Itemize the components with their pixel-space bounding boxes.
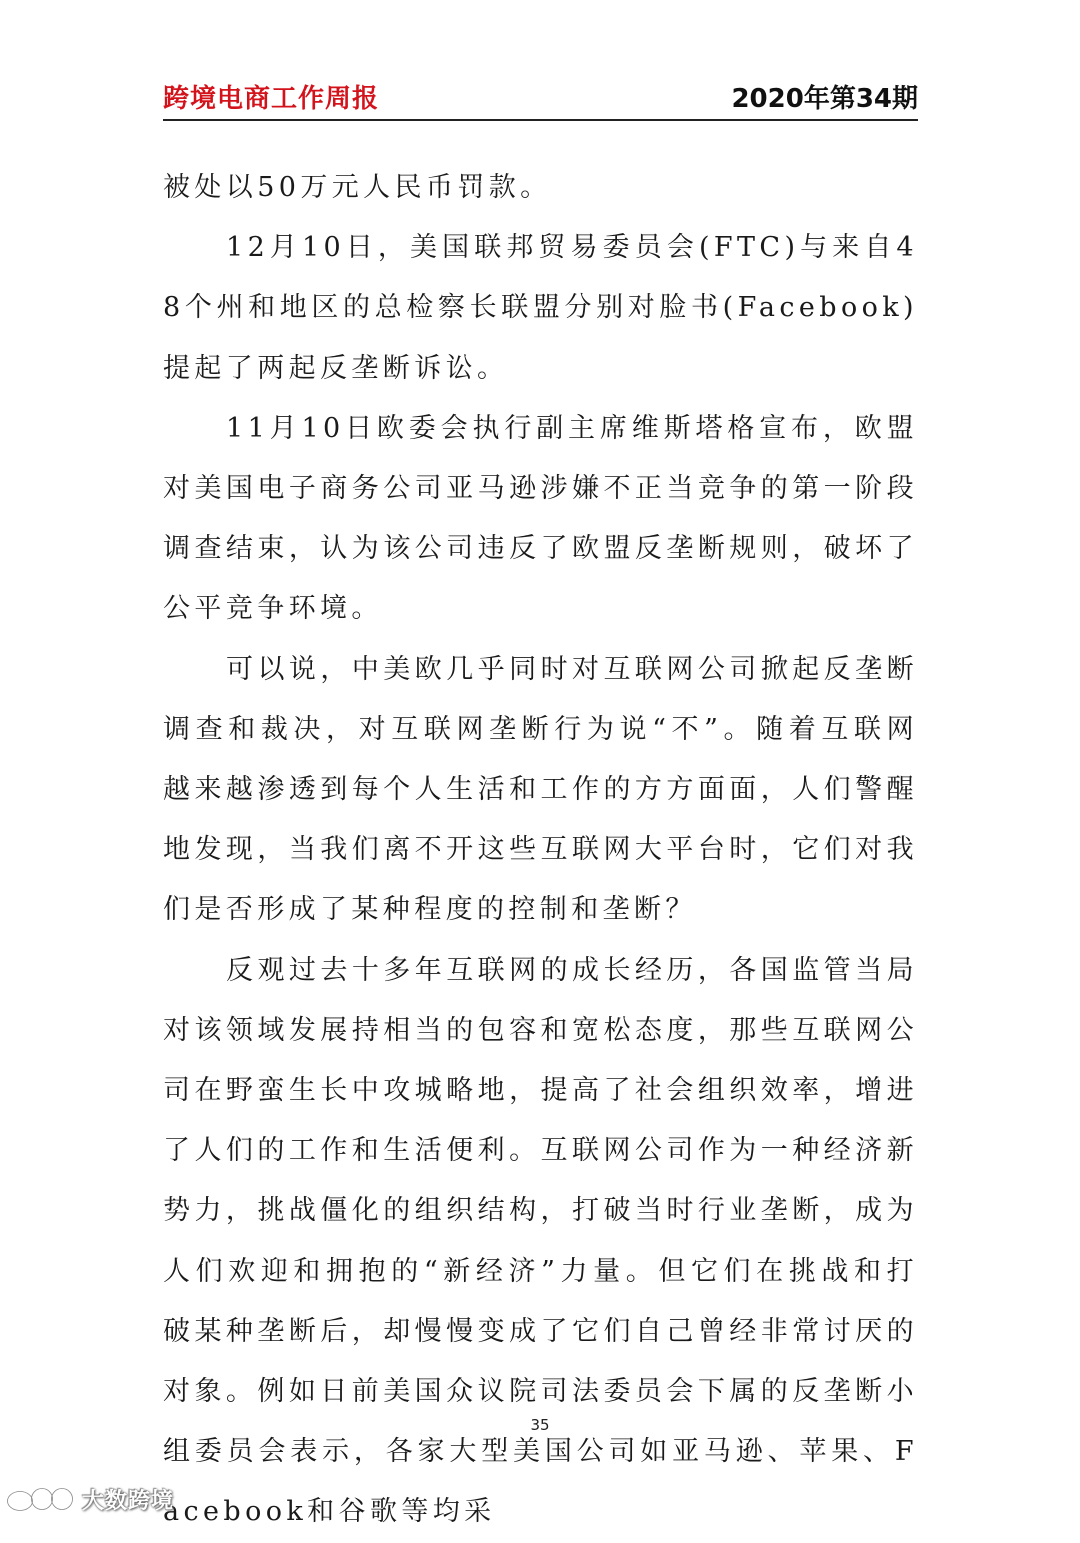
paragraph-continuation: 被处以50万元人民币罚款。 <box>163 172 552 203</box>
watermark-text: 大数跨境 <box>82 1488 175 1514</box>
page-number: 35 <box>530 1416 550 1434</box>
page-header <box>163 74 918 122</box>
paragraph-antitrust-summary: 可以说，中美欧几乎同时对互联网公司掀起反垄断调查和裁决，对互联网垄断行为说“不”。随着互联网越来越渗透到每个人生活和工作的方方面面，人们警醒地发现，当我们离不开这些互联网大平台时，它们对我们是否形成了某种程度的控制和垄断？ <box>163 653 918 926</box>
paragraph-internet-history: 反观过去十多年互联网的成长经历，各国监管当局对该领域发展持相当的包容和宽松态度，那些互联网公司在野蛮生长中攻城略地，提高了社会组织效率，增进了人们的工作和生活便利。互联网公司作为一种经济新势力，挑战僵化的组织结构，打破当时行业垄断，成为人们欢迎和拥抱的“新经济”力量。但它们在挑战和打破某种垄断后，却慢慢变成了它们自己曾经非常讨厌的对象。例如日前美国众议院司法委员会下属的反垄断小组委员会表示，各家大型美国公司如亚马逊、苹果、Facebook和谷歌等均采 <box>163 954 918 1528</box>
paragraph-ftc-lawsuit: 12月10日，美国联邦贸易委员会(FTC)与来自48个州和地区的总检察长联盟分别对脸书(Facebook)提起了两起反垄断诉讼。 <box>163 232 918 384</box>
header-divider <box>163 119 918 121</box>
weibo-logo-icon <box>6 1485 76 1513</box>
paragraph-eu-amazon: 11月10日欧委会执行副主席维斯塔格宣布，欧盟对美国电子商务公司亚马逊涉嫌不正当竞争的第一阶段调查结束，认为该公司违反了欧盟反垄断规则，破坏了公平竞争环境。 <box>163 412 918 625</box>
publication-title: 跨境电商工作周报 <box>163 84 380 114</box>
watermark <box>6 1484 174 1514</box>
article-body <box>163 158 918 1543</box>
issue-label: 2020年第34期 <box>731 84 918 114</box>
